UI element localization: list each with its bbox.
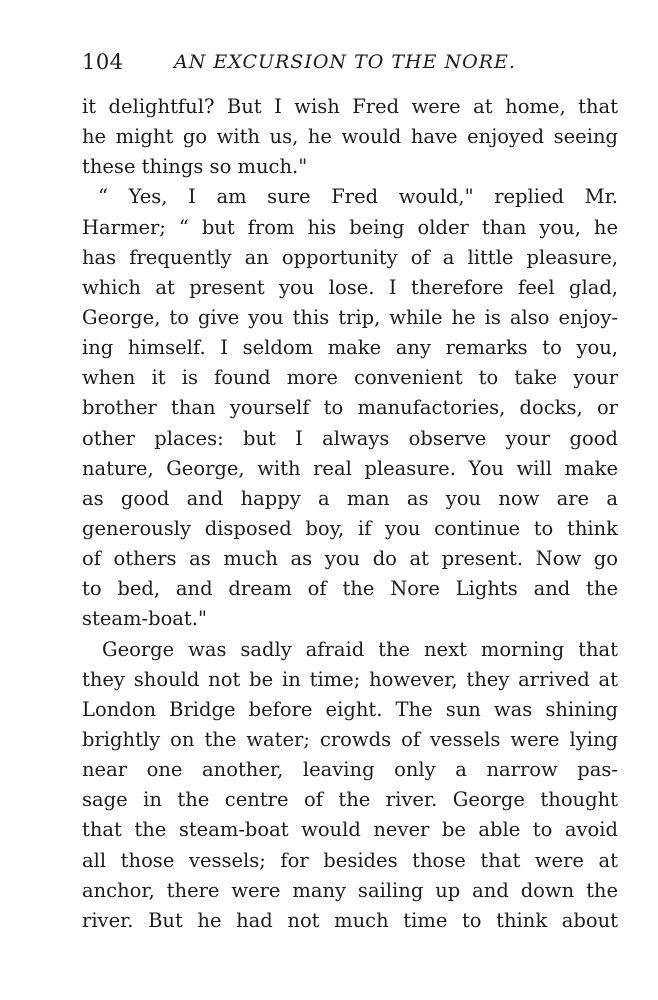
text-line: it delightful? But I wish Fred were at home, that bbox=[82, 95, 618, 118]
text-line: generously disposed boy, if you continue to think bbox=[82, 516, 618, 540]
text-line: which at present you lose. I therefore feel glad, bbox=[82, 275, 618, 299]
text-line: when it is found more convenient to take your bbox=[82, 366, 618, 390]
text-line: other places: but I always observe your good bbox=[82, 426, 618, 450]
text-line: Harmer; “ but from his being older than you, he bbox=[82, 215, 618, 239]
running-head: AN EXCURSION TO THE NORE. bbox=[174, 51, 516, 73]
text-line: sage in the centre of the river. George thought bbox=[82, 788, 618, 812]
text-line: nature, George, with real pleasure. You will make bbox=[82, 456, 618, 480]
page-header bbox=[82, 44, 542, 80]
text-line: as good and happy a man as you now are a bbox=[82, 486, 618, 510]
text-line: river. But he had not much time to think about bbox=[82, 908, 618, 932]
text-line: George was sadly afraid the next morning that bbox=[102, 637, 618, 661]
text-line: ing himself. I seldom make any remarks to you, bbox=[82, 336, 618, 360]
text-line: anchor, there were many sailing up and down the bbox=[82, 878, 618, 902]
text-line: near one another, leaving only a narrow pas- bbox=[82, 758, 618, 782]
text-line: George, to give you this trip, while he is also enjoy- bbox=[82, 305, 618, 329]
body-text bbox=[82, 92, 618, 936]
text-line: to bed, and dream of the Nore Lights and the bbox=[82, 577, 618, 601]
text-line: brother than yourself to manufactories, docks, or bbox=[82, 396, 618, 420]
text-line: brightly on the water; crowds of vessels were lying bbox=[82, 727, 618, 751]
text-line: that the steam-boat would never be able to avoid bbox=[82, 818, 618, 842]
text-line: they should not be in time; however, they arrived at bbox=[82, 667, 618, 691]
text-line: of others as much as you do at present. Now go bbox=[82, 547, 618, 571]
text-line: London Bridge before eight. The sun was shining bbox=[82, 697, 618, 721]
page-number: 104 bbox=[82, 50, 124, 74]
text-line: has frequently an opportunity of a little pleasure, bbox=[82, 245, 618, 269]
text-line: all those vessels; for besides those that were at bbox=[82, 848, 618, 872]
text-line: steam-boat." bbox=[82, 607, 207, 631]
text-line: these things so much." bbox=[82, 155, 308, 179]
text-line: he might go with us, he would have enjoyed seeing bbox=[82, 125, 618, 149]
text-line: “ Yes, I am sure Fred would," replied Mr. bbox=[98, 185, 618, 209]
